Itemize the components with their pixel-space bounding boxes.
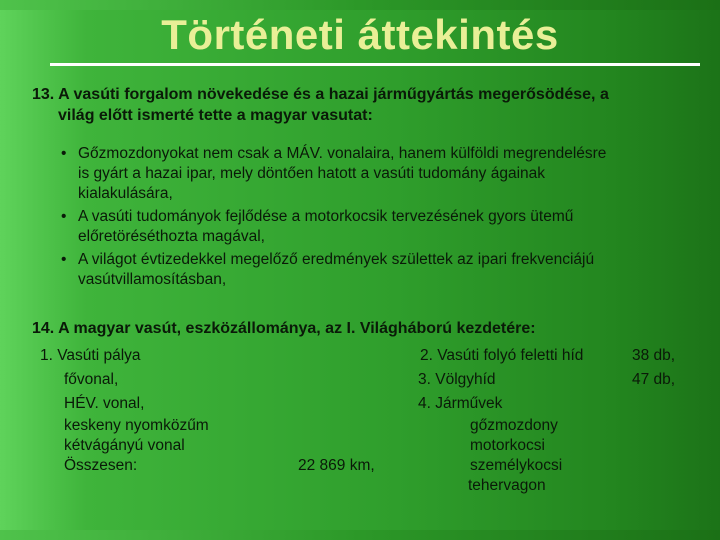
vehicle-item: személykocsi xyxy=(470,457,563,474)
track-item: keskeny nyomközűm xyxy=(64,417,209,434)
vehicle-item: tehervagon xyxy=(468,477,546,494)
track-item: fővonal, xyxy=(64,371,119,388)
bullet-1-line-1: • Gőzmozdonyokat nem csak a MÁV. vonalaira, hanem külföldi megrendelésre xyxy=(61,145,607,162)
bullet-icon: • xyxy=(61,251,67,268)
bullet-icon: • xyxy=(61,145,67,162)
bullet-icon: • xyxy=(61,208,67,225)
item-13-line-2: világ előtt ismerté tette a magyar vasutat: xyxy=(58,107,373,124)
bullet-2-line-1: • A vasúti tudományok fejlődése a motorkocsik tervezésének gyors ütemű xyxy=(61,208,574,225)
bullet-3-line-1: • A világot évtizedekkel megelőző eredmények születtek az ipari frekvenciájú xyxy=(61,251,595,268)
bridge-item: 2. Vasúti folyó feletti híd xyxy=(420,347,584,364)
page-title: Történeti áttekintés xyxy=(161,11,559,58)
bullet-1-line-3: kialakulására, xyxy=(78,185,173,202)
vehicles-heading: 4. Járművek xyxy=(418,395,503,412)
title-divider xyxy=(50,63,700,66)
track-total-label: Összesen: xyxy=(64,457,138,474)
viaduct-item: 3. Völgyhíd xyxy=(418,371,496,388)
top-band xyxy=(0,0,720,10)
bullet-1-line-2: is gyárt a hazai ipar, mely döntően hatott a vasúti tudomány ágainak xyxy=(78,165,546,182)
track-item: HÉV. vonal, xyxy=(64,395,145,412)
bullet-3-line-2: vasútvillamosításban, xyxy=(78,271,227,288)
bullet-2-line-2: előretöréséthozta magával, xyxy=(78,228,265,245)
bridge-count: 38 db, xyxy=(632,347,676,364)
vehicle-item: gőzmozdony xyxy=(470,417,558,434)
track-item: kétvágányú vonal xyxy=(64,437,185,454)
bottom-band xyxy=(0,530,720,540)
track-total-value: 22 869 km, xyxy=(298,457,375,474)
vehicle-item: motorkocsi xyxy=(470,437,545,454)
item-14: 14. A magyar vasút, eszközállománya, az I. Világháború kezdetére: xyxy=(32,320,536,337)
col-left-heading: 1. Vasúti pálya xyxy=(40,347,141,364)
item-13-line-1: 13. A vasúti forgalom növekedése és a hazai járműgyártás megerősödése, a xyxy=(32,86,609,103)
viaduct-count: 47 db, xyxy=(632,371,676,388)
